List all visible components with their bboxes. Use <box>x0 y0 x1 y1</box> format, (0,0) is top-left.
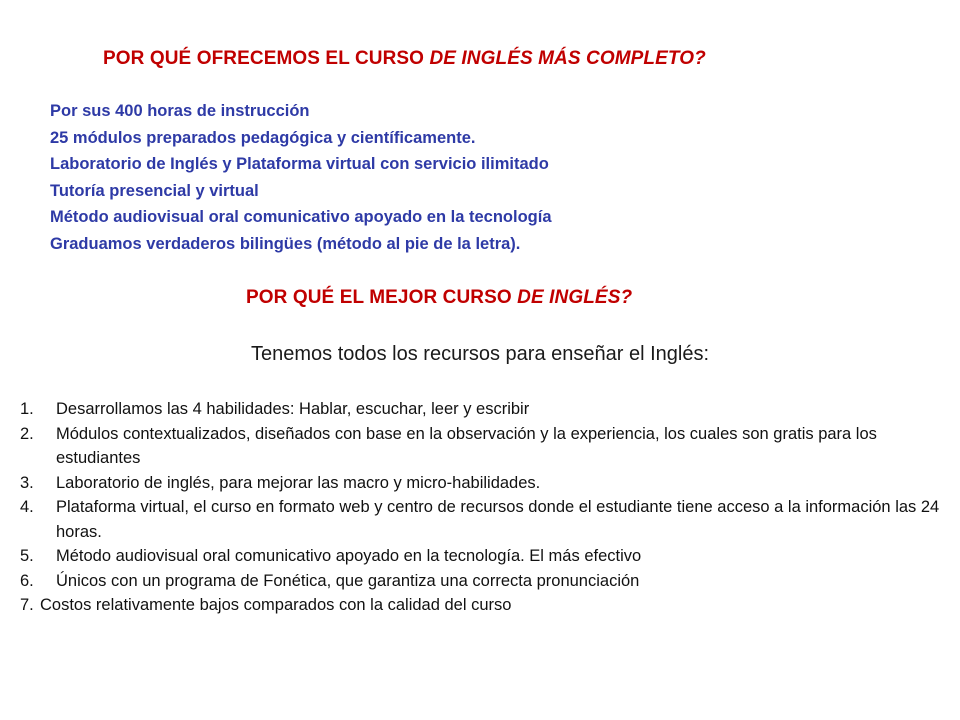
reason-item <box>20 544 950 569</box>
reason-item <box>20 593 950 618</box>
reason-text: Costos relativamente bajos comparados con la calidad del curso <box>40 596 512 614</box>
feature-item: Tutoría presencial y virtual <box>50 181 259 200</box>
reason-item <box>20 422 950 471</box>
feature-item: Método audiovisual oral comunicativo apoyado en la tecnología <box>50 208 552 226</box>
reason-number: 4. <box>20 498 34 516</box>
reason-number: 1. <box>20 400 34 418</box>
heading-best-course-text: POR QUÉ EL MEJOR CURSO <box>246 287 518 308</box>
reason-item <box>20 569 950 594</box>
reason-number: 2. <box>20 424 34 443</box>
resources-subtitle: Tenemos todos los recursos para enseñar el Inglés: <box>250 343 710 365</box>
reason-item <box>20 471 950 496</box>
reason-item <box>20 397 950 422</box>
reason-text: Únicos con un programa de Fonética, que garantiza una correcta pronunciación <box>56 571 640 590</box>
reason-item <box>20 495 950 544</box>
feature-item: Laboratorio de Inglés y Plataforma virtual con servicio ilimitado <box>50 155 549 173</box>
heading-complete-course-italic: DE INGLÉS MÁS COMPLETO? <box>429 48 706 69</box>
heading-best-course-italic: DE INGLÉS? <box>517 287 633 308</box>
reasons-list <box>20 397 950 618</box>
reason-number: 6. <box>20 571 34 590</box>
reason-text: Laboratorio de inglés, para mejorar las macro y micro-habilidades. <box>56 473 541 492</box>
feature-item: Graduamos verdaderos bilingües (método al pie de la letra). <box>50 234 521 253</box>
heading-complete-course <box>103 48 706 70</box>
reason-text: Plataforma virtual, el curso en formato web y centro de recursos donde el estudiante tiene acceso a la información las 24 horas. <box>56 498 940 541</box>
reason-number: 3. <box>20 473 34 492</box>
reason-text: Desarrollamos las 4 habilidades: Hablar, escuchar, leer y escribir <box>56 400 530 418</box>
feature-item: 25 módulos preparados pedagógica y científicamente. <box>50 128 476 147</box>
heading-complete-course-text: POR QUÉ OFRECEMOS EL CURSO <box>103 48 430 69</box>
features-list <box>50 98 552 257</box>
reason-text: Método audiovisual oral comunicativo apoyado en la tecnología. El más efectivo <box>56 547 642 565</box>
reason-number: 7. <box>20 596 34 614</box>
reason-text: Módulos contextualizados, diseñados con base en la observación y la experiencia, los cuales son gratis para los estudiantes <box>56 424 877 467</box>
reason-number: 5. <box>20 547 34 565</box>
heading-best-course <box>246 287 632 309</box>
feature-item: Por sus 400 horas de instrucción <box>50 102 310 120</box>
